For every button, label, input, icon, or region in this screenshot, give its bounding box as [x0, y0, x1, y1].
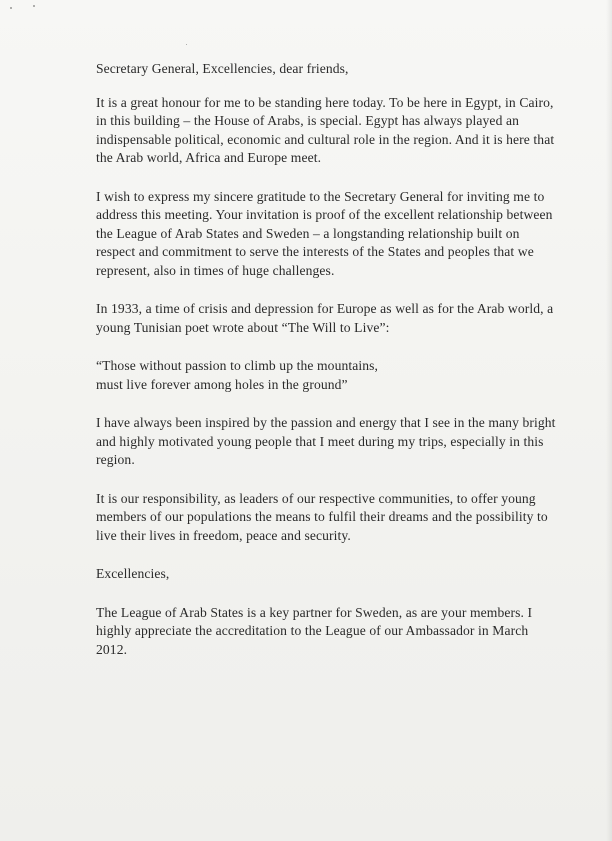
salutation: Secretary General, Excellencies, dear friends,	[96, 61, 349, 76]
scan-edge-shadow	[606, 0, 612, 841]
paragraph-responsibility: It is our responsibility, as leaders of our respective communities, to offer young members of our populations the means to fulfil their dreams and the possibility to live their lives in freedom, peace and security.	[96, 490, 548, 543]
paragraph-gratitude: I wish to express my sincere gratitude to the Secretary General for inviting me to address this meeting. Your invitation is proof of the excellent relationship between the League of Arab States and Sweden – a longstanding relationship built on respect and commitment to serve the interests of the States and peoples that we represent, also in times of huge challenges.	[96, 188, 553, 278]
letter-body	[96, 60, 556, 679]
paragraph-league-partner: The League of Arab States is a key partner for Sweden, as are your members. I highly appreciate the accreditation to the League of our Ambassador in March 2012.	[96, 604, 533, 657]
excellencies-heading: Excellencies,	[96, 566, 170, 581]
poem-quote-line-1: “Those without passion to climb up the mountains,	[96, 358, 379, 373]
paragraph-poet: In 1933, a time of crisis and depression for Europe as well as for the Arab world, a young Tunisian poet wrote about “The Will to Live”:	[96, 301, 554, 335]
paragraph-egypt: It is a great honour for me to be standing here today. To be here in Egypt, in Cairo, in this building – the House of Arabs, is special. Egypt has always played an indispensable political, economic and cultural role in the region. And it is here that the Arab world, Africa and Europe meet.	[96, 94, 555, 165]
poem-quote-line-2: must live forever among holes in the ground”	[96, 376, 348, 392]
poem-quote	[96, 357, 556, 394]
scan-speck	[10, 7, 12, 9]
paragraph-inspired: I have always been inspired by the passion and energy that I see in the many bright and highly motivated young people that I meet during my trips, especially in this region.	[96, 415, 556, 467]
scan-speck	[186, 44, 187, 45]
scan-speck	[33, 5, 35, 7]
